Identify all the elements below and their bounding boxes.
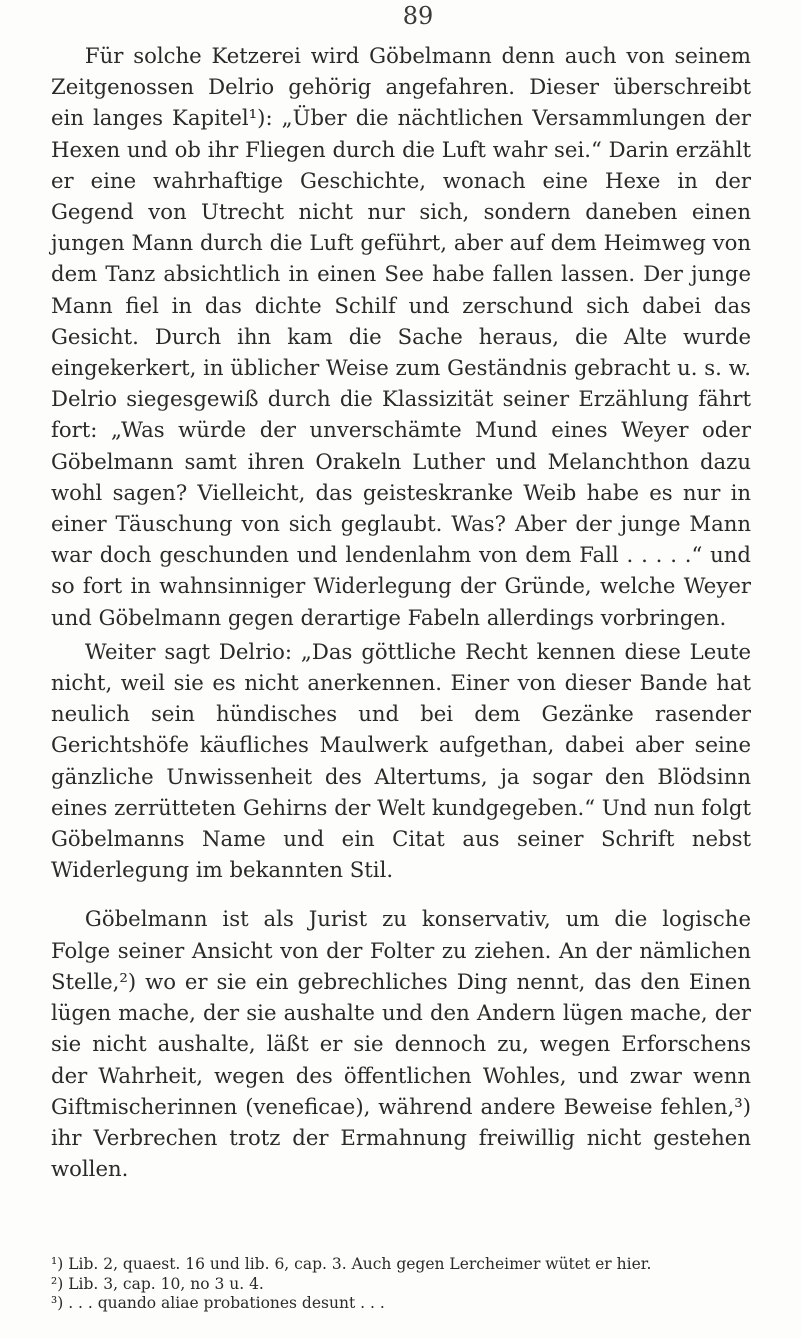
page-number: 89 [402,2,434,30]
paragraph: Für solche Ketzerei wird Göbelmann denn auch von seinem Zeitgenossen Delrio gehörig angefahren. Dieser überschreibt ein langes Kapitel¹): „Über die nächtlichen Versammlungen der Hexen und ob ihr Fliegen durch die Luft wahr sei.“ Darin erzählt er eine wahrhaftige Geschichte, wonach eine Hexe in der Gegend von Utrecht nicht nur sich, sondern daneben einen jungen Mann durch die Luft geführt, aber auf dem Heimweg von dem Tanz absichtlich in einen See habe fallen lassen. Der junge Mann fiel in das dichte Schilf und zerschund sich dabei das Gesicht. Durch ihn kam die Sache heraus, die Alte wurde eingekerkert, in üblicher Weise zum Geständnis gebracht u. s. w. Delrio siegesgewiß durch die Klassizität seiner Erzählung fährt fort: „Was würde der unverschämte Mund eines Weyer oder Göbelmann samt ihren Orakeln Luther und Melanchthon dazu wohl sagen? Vielleicht, das geisteskranke Weib habe es nur in einer Täuschung von sich geglaubt. Was? Aber der junge Mann war doch geschunden und lendenlahm von dem Fall . . . . .“ und so fort in wahnsinniger Widerlegung der Gründe, welche Weyer und Göbelmann gegen derartige Fabeln allerdings vorbringen. [51,43,751,630]
body-text [51,40,751,1184]
paragraph: Weiter sagt Delrio: „Das göttliche Recht kennen diese Leute nicht, weil sie es nicht anerkennen. Einer von dieser Bande hat neulich sein hündisches und bei dem Gezänke rasender Gerichtshöfe käufliches Maulwerk aufgethan, dabei aber seine gänzliche Unwissenheit des Altertums, ja sogar den Blödsinn eines zerrütteten Gehirns der Welt kundgegeben.“ Und nun folgt Göbelmanns Name und ein Citat aus seiner Schrift nebst Widerlegung im bekannten Stil. [51,638,751,883]
footnote: ²) Lib. 3, cap. 10, no 3 u. 4. [51,1274,264,1293]
footnote: ¹) Lib. 2, quaest. 16 und lib. 6, cap. 3. Auch gegen Lercheimer wütet er hier. [51,1255,652,1273]
paragraph: Göbelmann ist als Jurist zu konservativ, um die logische Folge seiner Ansicht von der Folter zu ziehen. An der nämlichen Stelle,²) wo er sie ein gebrechliches Ding nennt, das den Einen lügen mache, der sie aushalte und den Andern lügen mache, der sie nicht aushalte, läßt er sie dennoch zu, wegen Erforschens der Wahrheit, wegen des öffentlichen Wohles, und zwar wenn Giftmischerinnen (veneficae), während andere Beweise fehlen,³) ihr Verbrechen trotz der Ermahnung freiwillig nicht gestehen wollen. [51,906,751,1182]
footnote: ³) . . . quando aliae probationes desunt . . . [51,1294,385,1312]
footnotes [51,1255,751,1314]
